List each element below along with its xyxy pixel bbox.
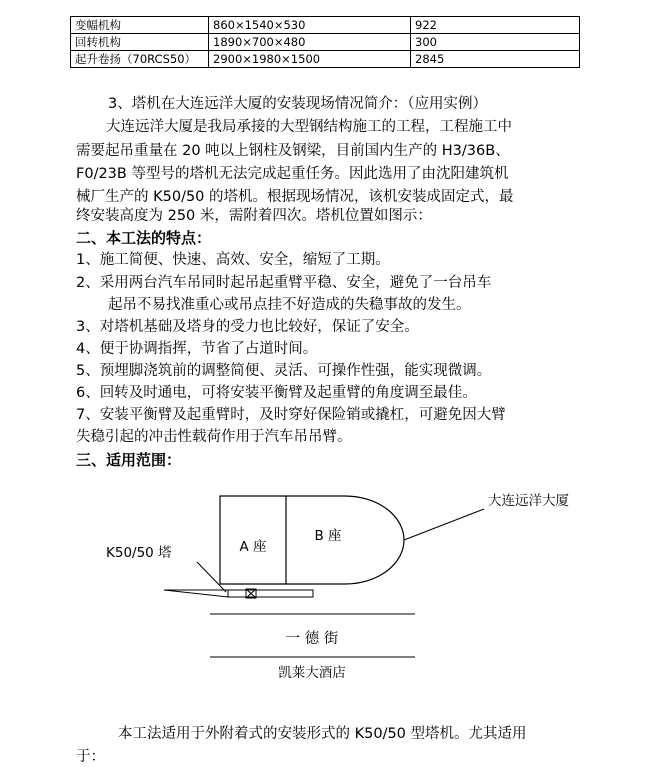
feature-item: 1、施工简便、快速、高效、安全，缩短了工期。 (76, 252, 390, 268)
feature-item: 4、便于协调指挥，节省了占道时间。 (76, 341, 318, 357)
table-cell: 2900×1980×1500 (209, 51, 411, 68)
crane-pointer-line (197, 562, 226, 592)
feature-item: 5、预埋脚浇筑前的调整简便、灵活、可操作性强，能实现微调。 (76, 363, 492, 379)
table-cell: 回转机构 (71, 34, 209, 51)
feature-item: 6、回转及时通电，可将安装平衡臂及起重臂的角度调至最佳。 (76, 385, 477, 401)
building-pointer-line (404, 509, 484, 540)
building-label: 大连远洋大厦 (488, 493, 569, 509)
crane-label: K50/50 塔 (106, 545, 172, 561)
seat-b-label: B 座 (314, 528, 342, 544)
crane-base (228, 590, 313, 597)
intro-line: 大连远洋大厦是我局承接的大型钢结构施工的工程，工程施工中 (106, 119, 512, 135)
seat-a-label: A 座 (239, 539, 267, 555)
intro-line: 需要起吊重量在 20 吨以上钢柱及钢梁，目前国内生产的 H3/36B、 (76, 143, 510, 159)
intro-line: F0/23B 等型号的塔机无法完成起重任务。因此选用了由沈阳建筑机 (76, 166, 509, 182)
feature-item: 失稳引起的冲击性载荷作用于汽车吊吊臂。 (76, 429, 352, 445)
table-cell: 起升卷扬（70RCS50） (71, 51, 209, 68)
closing-line: 本工法适用于外附着式的安装形式的 K50/50 型塔机。尤其适用 (118, 726, 527, 742)
features-heading: 二、本工法的特点： (76, 229, 212, 247)
table-cell: 1890×700×480 (209, 34, 411, 51)
feature-item: 3、对塔机基础及塔身的受力也比较好，保证了安全。 (76, 319, 419, 335)
crane-boom (164, 590, 228, 597)
feature-item: 2、采用两台汽车吊同时起吊起重臂平稳、安全，避免了一台吊车 (76, 275, 492, 291)
table-cell: 922 (411, 17, 580, 34)
closing-line: 于： (76, 749, 105, 765)
feature-item: 7、安装平衡臂及起重臂时，及时穿好保险销或撬杠，可避免因大臂 (76, 407, 506, 423)
scope-heading: 三、适用范围： (76, 451, 182, 469)
street-label: 一 德 街 (285, 631, 339, 647)
table-cell: 2845 (411, 51, 580, 68)
table-cell: 变幅机构 (71, 17, 209, 34)
intro-line: 械厂生产的 K50/50 的塔机。根据现场情况，该机安装成固定式，最 (76, 189, 514, 205)
hotel-label: 凯莱大酒店 (278, 665, 346, 681)
section3-heading: 3、塔机在大连远洋大厦的安装现场情况简介：（应用实例） (108, 96, 487, 112)
table-cell: 860×1540×530 (209, 17, 411, 34)
table-cell: 300 (411, 34, 580, 51)
intro-line: 终安装高度为 250 米，需附着四次。塔机位置如图示： (76, 208, 432, 224)
feature-item: 起吊不易找准重心或吊点挂不好造成的失稳事故的发生。 (108, 297, 471, 313)
